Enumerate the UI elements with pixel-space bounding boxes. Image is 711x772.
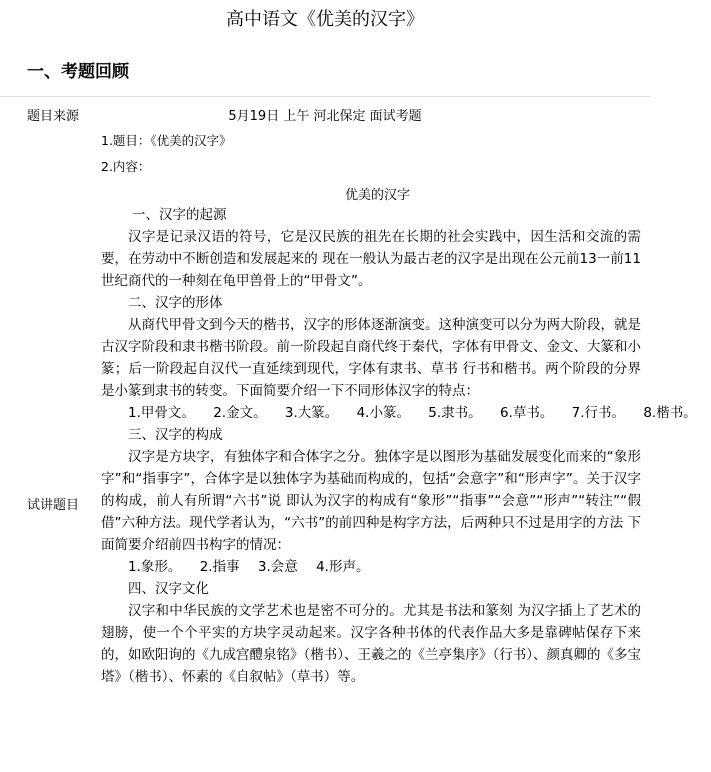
essay-body	[101, 204, 697, 688]
trial-label: 试讲题目	[27, 498, 80, 513]
list-item: 6.草书。	[499, 405, 554, 421]
list-item: 4.小篆。	[356, 405, 410, 421]
heading-culture: 四、汉字文化	[128, 581, 209, 597]
list-methods	[101, 556, 641, 578]
list-item: 7.行书。	[571, 405, 626, 421]
list-item: 3.会意	[257, 559, 298, 575]
heading-structure: 三、汉字的构成	[128, 427, 223, 443]
question-item: 1.题目：《优美的汉字》	[101, 133, 232, 148]
list-item: 1.甲骨文。	[128, 405, 195, 421]
list-forms	[101, 402, 697, 424]
list-item: 2.金文。	[213, 405, 267, 421]
paragraph-culture: 汉字和中华民族的文学艺术也是密不可分的。尤其是书法和篆刻 为汉字插上了艺术的翅膀，使一个个平实的方块字灵动起来。汉字各种书体的代表作品大多是靠碑帖保存下来的，如欧阳询的《九成宫醴泉铭》（楷书）、王羲之的《兰亭集序》（行书）、颜真卿的《多宝塔》（楷书）、怀素的《自叙帖》（草书）等。	[101, 603, 641, 685]
list-item: 1.象形。	[128, 559, 182, 575]
list-item: 5.隶书。	[428, 405, 482, 421]
heading-origin: 一、汉字的起源	[132, 207, 227, 223]
source-value: 5月19日 上午 河北保定 面试考题	[228, 109, 422, 124]
content-item: 2.内容：	[101, 159, 151, 174]
paragraph-structure: 汉字是方块字，有独体字和合体字之分。独体字是以图形为基础发展变化而来的“象形字”和“指事字”，合体字是以独体字为基础而构成的，包括“会意字”和“形声字”。关于汉字的构成，前人有所谓“六书”说 即认为汉字的构成有“象形”“指事”“会意”“形声”“转注”“假借”六种方法。现代学者认为，“六书”的前四种是构字方法，后两种只不过是用字的方法 下面简要介绍前四书构字的情况：	[101, 449, 641, 553]
list-item: 4.形声。	[316, 559, 370, 575]
document-title: 高中语文《优美的汉字》	[226, 9, 424, 30]
paragraph-form: 从商代甲骨文到今天的楷书，汉字的形体逐渐演变。这种演变可以分为两大阶段，就是古汉字阶段和隶书楷书阶段。前一阶段起自商代终于秦代，字体有甲骨文、金文、大篆和小篆；后一阶段起自汉代一直延续到现代，字体有隶书、草书 行书和楷书。两个阶段的分界是小篆到隶书的转变。下面简要介绍一下不同形体汉字的特点：	[101, 317, 641, 399]
list-item: 3.大篆。	[284, 405, 339, 421]
paragraph-origin: 汉字是记录汉语的符号，它是汉民族的祖先在长期的社会实践中，因生活和交流的需要，在劳动中不断创造和发展起来的 现在一般认为最古老的汉字是出现在公元前13一前11世纪商代的一种刻在龟甲兽骨上的“甲骨文”。	[101, 229, 641, 289]
essay-title: 优美的汉字	[345, 188, 411, 203]
list-item: 8.楷书。	[643, 405, 697, 421]
heading-form: 二、汉字的形体	[128, 295, 223, 311]
source-label: 题目来源	[27, 109, 80, 124]
section-heading: 一、考题回顾	[27, 62, 129, 82]
list-item: 2.指事	[199, 559, 240, 575]
divider	[0, 96, 650, 97]
